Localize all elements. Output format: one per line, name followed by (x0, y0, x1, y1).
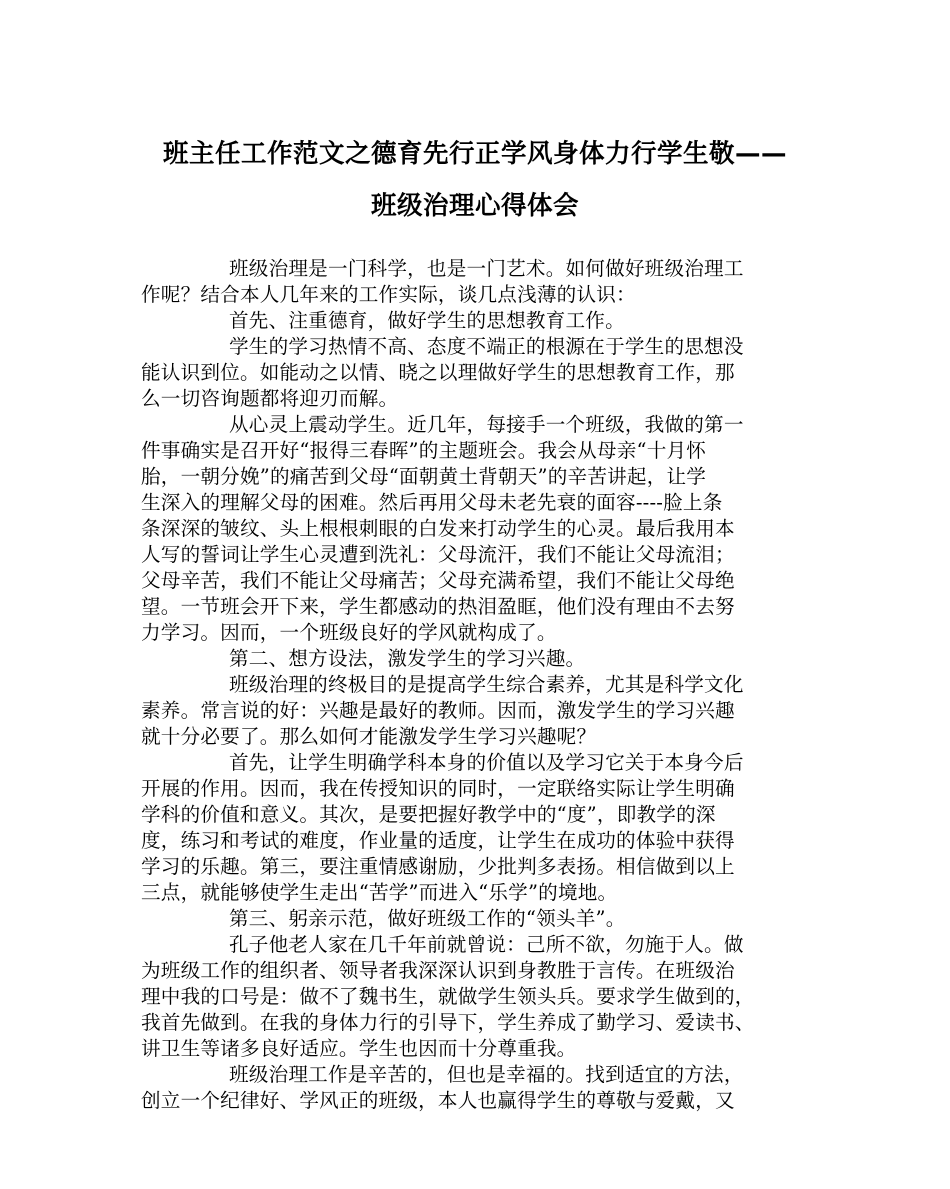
text-line: 望。一节班会开下来，学生都感动的热泪盈眶，他们没有理由不去努 (141, 595, 735, 618)
text-line: 理中我的口号是：做不了魏书生，就做学生领头兵。要求学生做到的， (141, 985, 755, 1008)
text-line: 学习的乐趣。第三，要注重情感谢励，少批判多表扬。相信做到以上 (141, 855, 735, 878)
text-line: 件事确实是召开好“报得三春晖”的主题班会。我会从母亲“十月怀 (141, 439, 707, 462)
text-line: 讲卫生等诸多良好适应。学生也因而十分尊重我。 (141, 1037, 577, 1060)
document-title (120, 128, 830, 232)
text-line: 人写的誓词让学生心灵遭到洗礼：父母流汗，我们不能让父母流泪； (141, 543, 735, 566)
text-line: 首先，让学生明确学科本身的价值以及学习它关于本身今后 (229, 751, 744, 774)
text-line: 作呢？结合本人几年来的工作实际，谈几点浅薄的认识： (141, 283, 636, 306)
text-line: 学科的价值和意义。其次，是要把握好教学中的“度”，即教学的深 (141, 803, 716, 826)
text-line: 就十分必要了。那么如何才能激发学生学习兴趣呢？ (141, 725, 597, 748)
text-line: 生深入的理解父母的困难。然后再用父母未老先衰的面容----脸上条 (141, 491, 723, 514)
text-line: 力学习。因而，一个班级良好的学风就构成了。 (141, 621, 557, 644)
text-line: 父母辛苦，我们不能让父母痛苦；父母充满希望，我们不能让父母绝 (141, 569, 735, 592)
text-line: 我首先做到。在我的身体力行的引导下，学生养成了勤学习、爱读书、 (141, 1011, 755, 1034)
title-line-2: 班级治理心得体会 (370, 191, 579, 221)
text-line: 创立一个纪律好、学风正的班级，本人也赢得学生的尊敬与爱戴，又 (141, 1089, 735, 1112)
text-line: 班级治理的终极目的是提高学生综合素养，尤其是科学文化 (229, 673, 744, 696)
text-line: 能认识到位。如能动之以情、晓之以理做好学生的思想教育工作，那 (141, 361, 735, 384)
text-line: 条深深的皱纹、头上根根刺眼的白发来打动学生的心灵。最后我用本 (141, 517, 735, 540)
text-line: 度，练习和考试的难度，作业量的适度，让学生在成功的体验中获得 (141, 829, 735, 852)
text-line: 学生的学习热情不高、态度不端正的根源在于学生的思想没 (229, 335, 744, 358)
text-line: 孔子他老人家在几千年前就曾说：己所不欲，勿施于人。做 (229, 933, 744, 956)
text-line: 班级治理是一门科学，也是一门艺术。如何做好班级治理工 (229, 257, 744, 280)
text-line: 班级治理工作是辛苦的，但也是幸福的。找到适宜的方法， (229, 1063, 744, 1086)
text-line: 胎，一朝分娩”的痛苦到父母“面朝黄土背朝天”的辛苦讲起，让学 (141, 465, 707, 488)
text-line: 么一切咨询题都将迎刃而解。 (141, 387, 399, 410)
text-line: 素养。常言说的好：兴趣是最好的教师。因而，激发学生的学习兴趣 (141, 699, 735, 722)
title-line-1: 班主任工作范文之德育先行正学风身体力行学生敬—— (162, 139, 787, 169)
text-line: 三点，就能够使学生走出“苦学”而进入“乐学”的境地。 (141, 881, 618, 904)
text-line: 为班级工作的组织者、领导者我深深认识到身教胜于言传。在班级治 (141, 959, 735, 982)
text-line: 从心灵上震动学生。近几年，每接手一个班级，我做的第一 (229, 413, 744, 436)
text-line: 第二、想方设法，激发学生的学习兴趣。 (229, 647, 586, 670)
document-body (141, 256, 811, 1114)
text-line: 开展的作用。因而，我在传授知识的同时，一定联络实际让学生明确 (141, 777, 735, 800)
text-line: 首先、注重德育，做好学生的思想教育工作。 (229, 309, 625, 332)
text-line: 第三、躬亲示范，做好班级工作的“领头羊”。 (229, 907, 626, 930)
